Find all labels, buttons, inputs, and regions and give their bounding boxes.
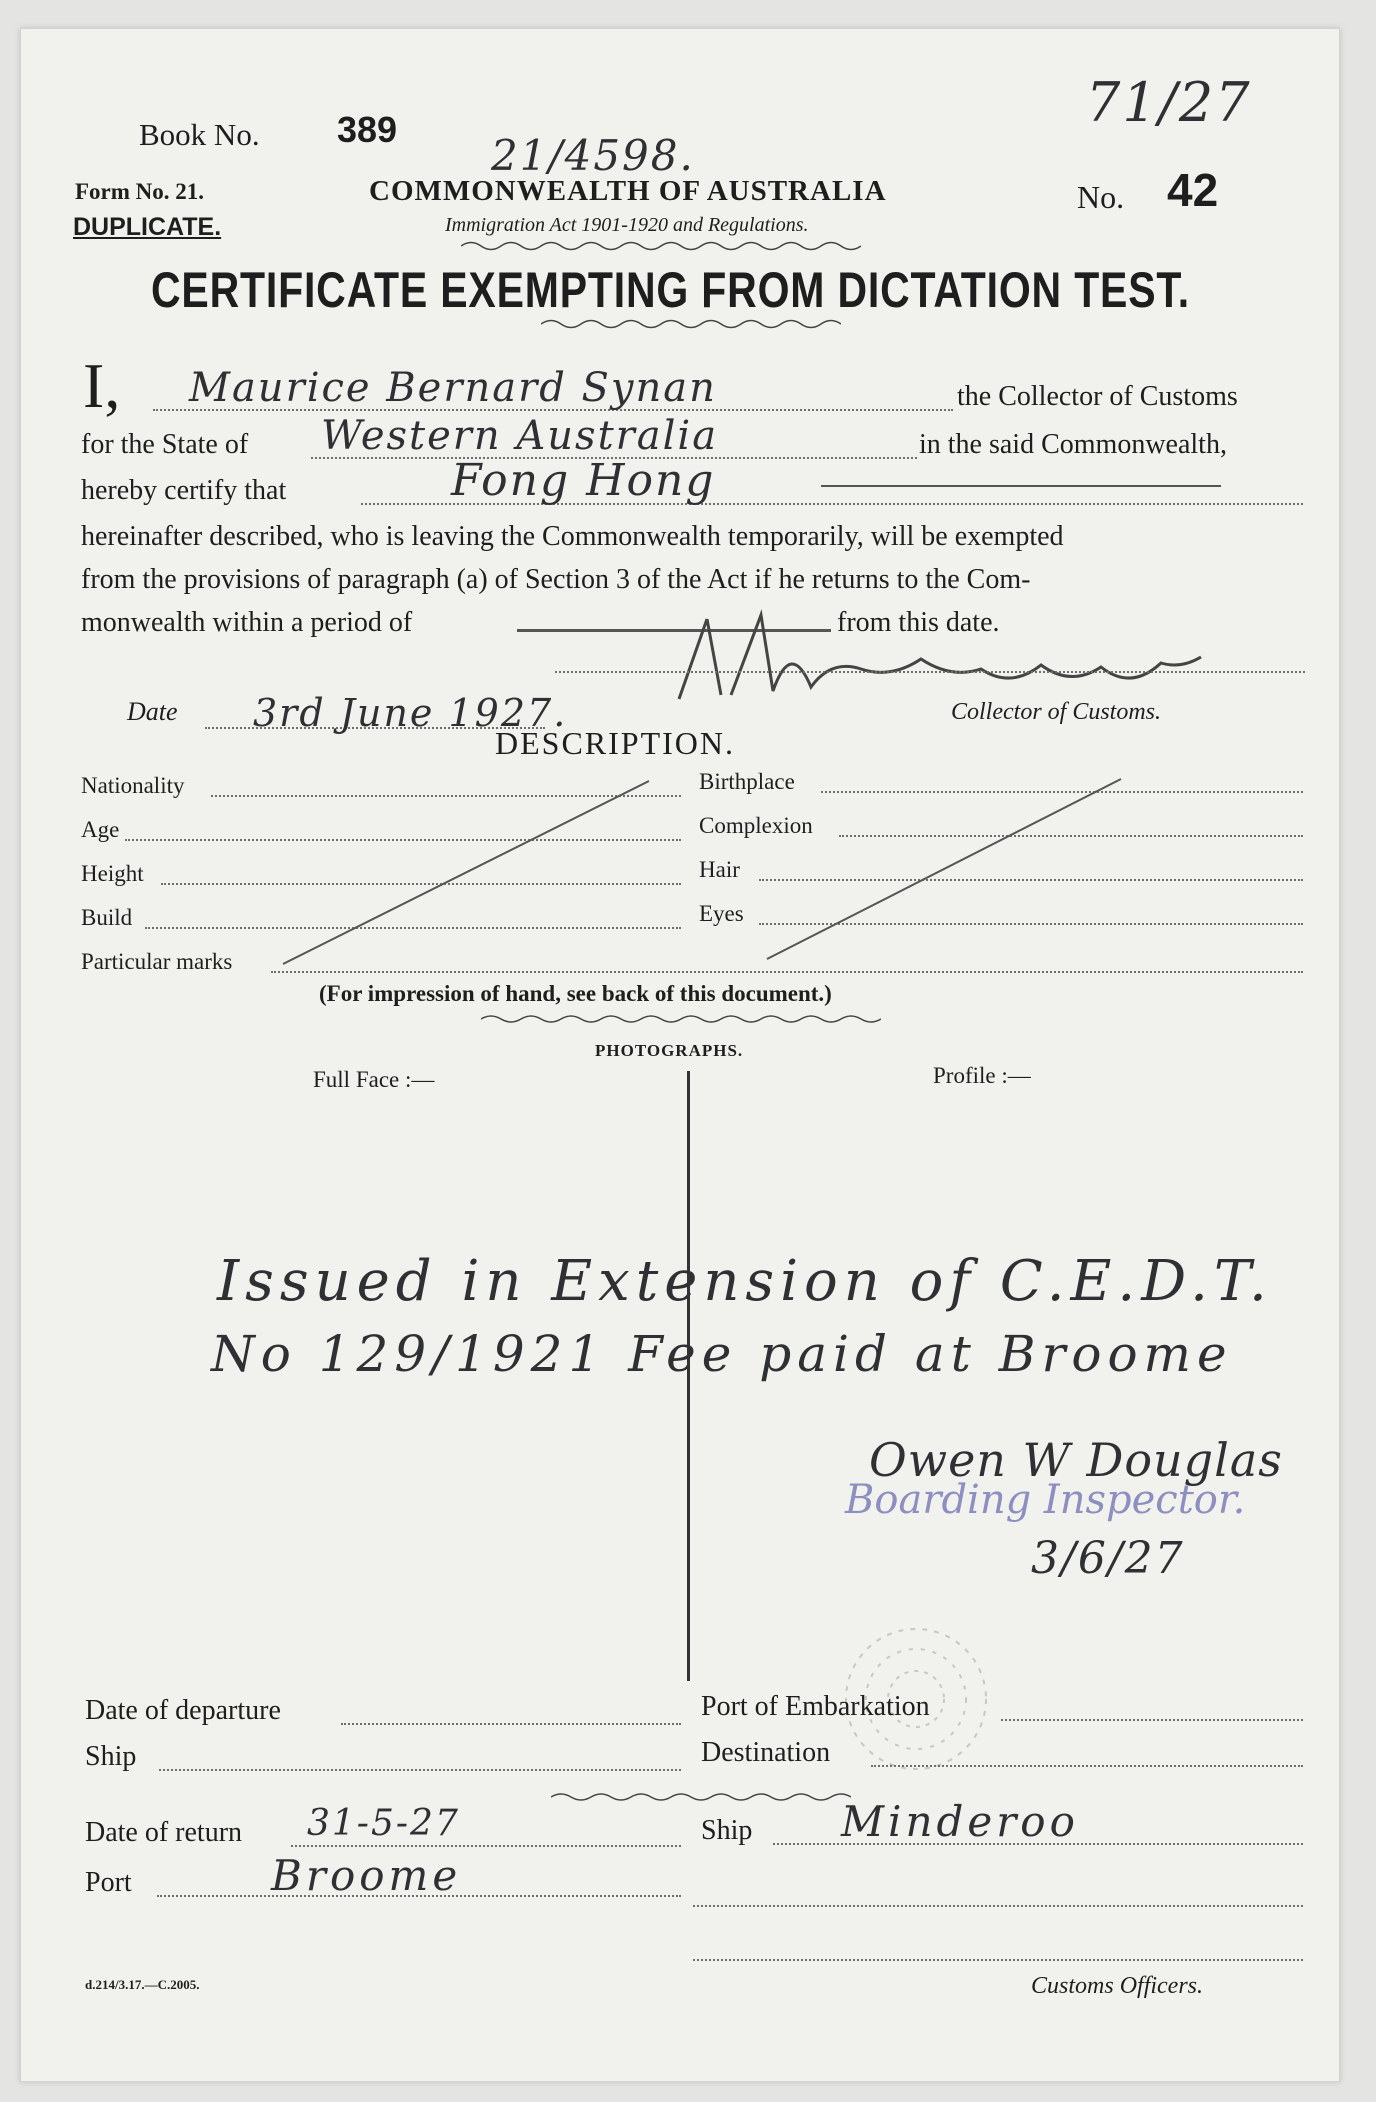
- port-of-embarkation-label: Port of Embarkation: [701, 1691, 930, 1722]
- text-collector-of-customs: the Collector of Customs: [957, 381, 1238, 412]
- text-line-5: from the provisions of paragraph (a) of Section 3 of the Act if he returns to the Com-: [81, 564, 1031, 595]
- declaration-i: I,: [83, 350, 121, 421]
- text-line-4: hereinafter described, who is leaving the Commonwealth temporarily, will be exempted: [81, 521, 1064, 552]
- number-value: 42: [1167, 164, 1219, 216]
- form-number: Form No. 21.: [75, 179, 205, 204]
- port-return-value: Broome: [271, 1851, 462, 1900]
- full-face-label: Full Face :—: [313, 1067, 435, 1092]
- ship-return-value: Minderoo: [841, 1797, 1079, 1846]
- duplicate-label: DUPLICATE.: [73, 213, 222, 241]
- person-name: Fong Hong: [451, 455, 716, 506]
- extension-note-line1: Issued in Extension of C.E.D.T.: [217, 1249, 1273, 1314]
- hand-impression-note: (For impression of hand, see back of this document.): [319, 981, 832, 1006]
- certificate-title: CERTIFICATE EXEMPTING FROM DICTATION TEST.: [151, 262, 1190, 318]
- date-label: Date: [127, 697, 178, 726]
- ornament-squiggle-bottom: [551, 1791, 851, 1803]
- commonwealth-heading: COMMONWEALTH OF AUSTRALIA: [369, 175, 887, 207]
- date-of-departure-label: Date of departure: [85, 1695, 281, 1726]
- state-name: Western Australia: [321, 413, 719, 459]
- customs-officers-label: Customs Officers.: [1031, 1973, 1204, 1999]
- collector-name: Maurice Bernard Synan: [189, 365, 717, 411]
- text-said-commonwealth: in the said Commonwealth,: [919, 429, 1227, 460]
- act-subtitle: Immigration Act 1901-1920 and Regulations.: [445, 214, 809, 236]
- port-return-label: Port: [85, 1867, 132, 1898]
- date-of-return-label: Date of return: [85, 1817, 243, 1848]
- profile-label: Profile :—: [933, 1063, 1031, 1088]
- date-of-return-value: 31-5-27: [307, 1803, 460, 1844]
- number-label: No.: [1077, 179, 1125, 215]
- inspector-date: 3/6/27: [1031, 1533, 1185, 1584]
- text-for-the-state: for the State of: [81, 429, 249, 460]
- description-heading: DESCRIPTION.: [495, 725, 736, 761]
- ship-return-label: Ship: [701, 1815, 753, 1846]
- destination-label: Destination: [701, 1737, 831, 1768]
- text-line-6b: from this date.: [837, 607, 1000, 638]
- book-number: 389: [337, 109, 398, 150]
- boarding-inspector-stamp: Boarding Inspector.: [845, 1477, 1246, 1523]
- corner-reference: 71/27: [1086, 71, 1252, 134]
- label-particular-marks: Particular marks: [81, 949, 233, 974]
- label-complexion: Complexion: [699, 813, 813, 838]
- label-eyes: Eyes: [699, 901, 744, 926]
- photographs-heading: PHOTOGRAPHS.: [595, 1041, 744, 1060]
- text-hereby-certify: hereby certify that: [81, 475, 287, 506]
- certificate-page: [20, 28, 1340, 2082]
- file-reference: 21/4598.: [491, 131, 695, 180]
- ornament-squiggle-mid: [481, 1013, 881, 1025]
- date-value: 3rd June 1927.: [253, 691, 568, 735]
- printer-code: d.214/3.17.—C.2005.: [85, 1977, 200, 1992]
- label-age: Age: [81, 817, 120, 842]
- ship-departure-label: Ship: [85, 1741, 137, 1772]
- extension-note-line2: No 129/1921 Fee paid at Broome: [211, 1325, 1233, 1383]
- book-label: Book No.: [139, 117, 260, 152]
- label-nationality: Nationality: [81, 773, 185, 798]
- label-build: Build: [81, 905, 133, 930]
- inspector-signature: Owen W Douglas: [869, 1433, 1283, 1487]
- label-hair: Hair: [699, 857, 740, 882]
- text-line-6a: monwealth within a period of: [81, 607, 413, 638]
- label-birthplace: Birthplace: [699, 769, 795, 794]
- label-height: Height: [81, 861, 144, 886]
- collector-of-customs-label: Collector of Customs.: [951, 699, 1162, 725]
- description-strike-lines: [21, 29, 1339, 1009]
